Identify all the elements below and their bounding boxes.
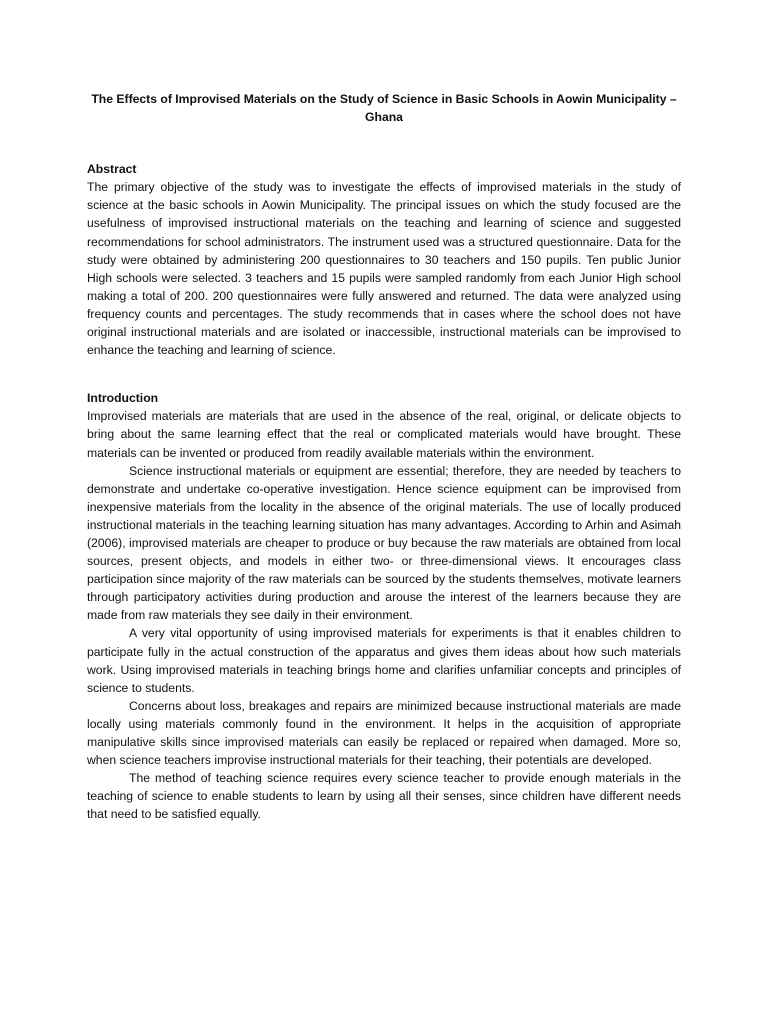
intro-paragraph-2: Science instructional materials or equipment are essential; therefore, they are needed by teachers to demonstrate and undertake co-operative investigation. Hence science equipment can be improvised from inexpensive materials from the locality in the absence of the original materials. The use of locally produced instructional materials in the teaching learning situation has many advantages. According to Arhin and Asimah (2006), improvised materials are cheaper to produce or buy because the raw materials are obtained from local sources, present objects, and models in either two- or three-dimensional views. It encourages class participation since majority of the raw materials can be sourced by the students themselves, motivate learners through participatory activities during production and arouse the interest of the learners because they are made from raw materials they see daily in their environment. [87,463,681,623]
intro-paragraph-3: A very vital opportunity of using improvised materials for experiments is that it enables children to participate fully in the actual construction of the apparatus and gives them ideas about how such materials work. Using improvised materials in teaching brings home and clarifies unfamiliar concepts and principles of science to students. [87,626,681,695]
intro-paragraph-1: Improvised materials are materials that are used in the absence of the real, original, or delicate objects to bring about the same learning effect that the real or complicated materials would have brought. These materials can be invented or produced from readily available materials within the environment. [87,409,681,460]
paper-title: The Effects of Improvised Materials on the Study of Science in Basic Schools in Aowin Municipality – Ghana [91,92,677,125]
paper-page [87,90,681,823]
introduction-heading: Introduction [87,391,159,406]
abstract-text: The primary objective of the study was to investigate the effects of improvised materials in the study of science at the basic schools in Aowin Municipality. The principal issues on which the study focused are the usefulness of improvised instructional materials on the teaching and learning of science and suggested recommendations for school administrators. The instrument used was a structured questionnaire. Data for the study were obtained by administering 200 questionnaires to 30 teachers and 150 pupils. Ten public Junior High schools were selected. 3 teachers and 15 pupils were sampled randomly from each Junior High school making a total of 200. 200 questionnaires were fully answered and returned. The data were analyzed using frequency counts and percentages. The study recommends that in cases where the school does not have original instructional materials and are isolated or inaccessible, instructional materials can be improvised to enhance the teaching and learning of science. [87,180,681,358]
abstract-heading: Abstract [87,162,137,177]
section-spacer [87,359,681,389]
intro-paragraph-5: The method of teaching science requires every science teacher to provide enough materials in the teaching of science to enable students to learn by using all their senses, since children have different needs that need to be satisfied equally. [87,771,681,822]
intro-paragraph-4: Concerns about loss, breakages and repairs are minimized because instructional materials are made locally using materials commonly found in the environment. It helps in the acquisition of appropriate manipulative skills since improvised materials can easily be replaced or repaired when damaged. More so, when science teachers improvise instructional materials for their teaching, their potentials are developed. [87,698,681,768]
